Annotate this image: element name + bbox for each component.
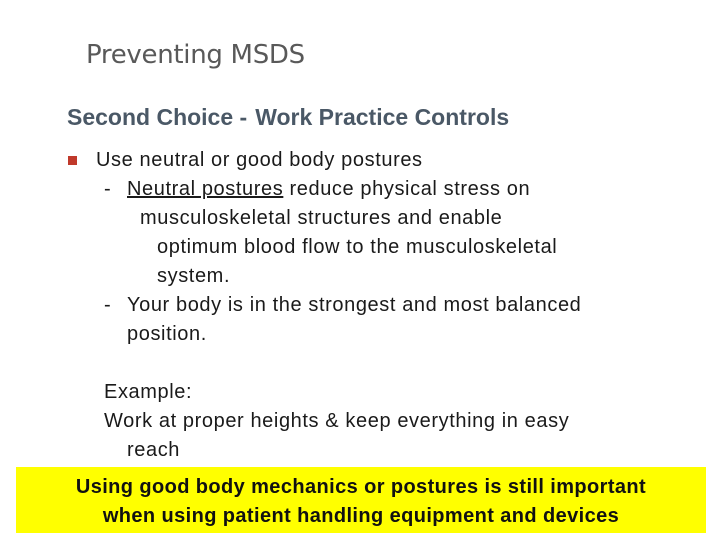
subtitle-lead: Second Choice -: [67, 104, 248, 130]
subtitle-rest: Work Practice Controls: [255, 104, 510, 130]
slide-title: Preventing MSDS: [86, 40, 305, 70]
example-line-2: reach: [127, 439, 181, 461]
sub-bullet-1-line-3: optimum blood flow to the musculoskeletal: [157, 236, 558, 258]
sub-bullet-1-rest: reduce physical stress on: [283, 178, 531, 200]
sub-bullet-dash: -: [104, 294, 112, 316]
bullet-text: Use neutral or good body postures: [96, 149, 423, 171]
slide-subtitle: [67, 104, 509, 131]
callout-line-2: when using patient handling equipment and devices: [102, 505, 620, 527]
neutral-postures-term: Neutral postures: [127, 178, 284, 200]
sub-bullet-1-line-2: musculoskeletal structures and enable: [140, 207, 503, 229]
sub-bullet-1-line-1: [127, 175, 530, 204]
example-label: Example:: [104, 381, 193, 403]
example-line-1: Work at proper heights & keep everything in easy: [104, 410, 570, 432]
sub-bullet-1-line-4: system.: [157, 265, 231, 287]
callout-line-1: Using good body mechanics or postures is still important: [75, 476, 647, 498]
sub-bullet-2-line-1: Your body is in the strongest and most balanced: [127, 294, 582, 316]
sub-bullet-dash: -: [104, 178, 112, 200]
sub-bullet-2-line-2: position.: [127, 323, 207, 345]
square-bullet-icon: [68, 156, 77, 165]
